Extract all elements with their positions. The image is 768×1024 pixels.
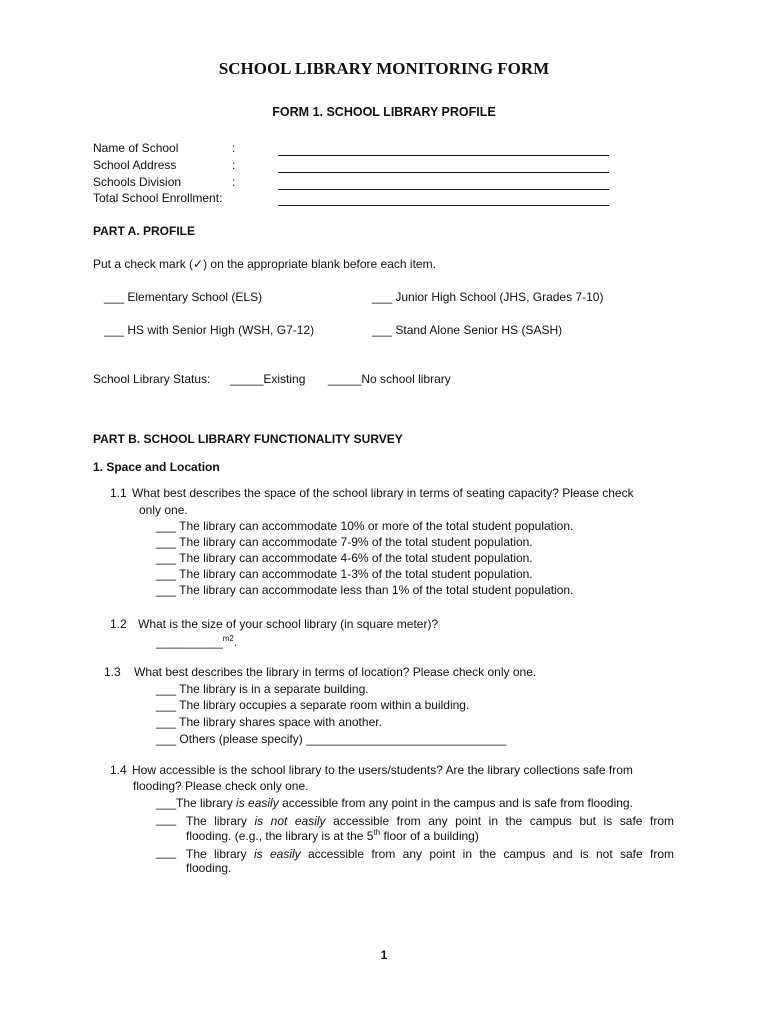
field-colon: : [232,158,236,172]
q1-1-option[interactable]: ___ The library can accommodate less than 1% of the total student population. [156,583,574,597]
unit-label: m2 [222,634,234,643]
question-1-3-number: 1.3 [104,665,121,679]
status-option-no-library[interactable]: _____No school library [328,372,451,386]
question-1-4-text: How accessible is the school library to the users/students? Are the library collections safe from [132,763,633,777]
question-1-1-text: What best describes the space of the school library in terms of seating capacity? Please check [132,486,634,500]
option-junior-high-school[interactable]: ___ Junior High School (JHS, Grades 7-10) [372,290,604,304]
section-space-location: 1. Space and Location [93,460,220,474]
question-1-4-text-cont: flooding? Please check only one. [133,779,309,793]
q1-3-option-others[interactable]: ___ Others (please specify) ______________________________ [156,732,507,746]
q1-4-option-easily-not-safe: The library is easily accessible from any point in the campus and is not safe from [186,847,674,861]
part-a-heading: PART A. PROFILE [93,224,195,238]
check-mark-icon: ✓ [193,257,204,271]
schools-division-field[interactable] [278,189,609,190]
q1-1-option[interactable]: ___ The library can accommodate 4-6% of the total student population. [156,551,533,565]
q1-1-option[interactable]: ___ The library can accommodate 10% or more of the total student population. [156,519,574,533]
field-label-total-enrollment: Total School Enrollment: [93,191,223,205]
q1-3-option[interactable]: ___ The library shares space with another. [156,715,382,729]
school-address-field[interactable] [278,172,609,173]
q1-4-option-easily-not-safe-blank[interactable]: ___ [156,845,177,859]
q1-4-option-easily-safe[interactable]: ___The library is easily accessible from any point in the campus and is safe from flooding. [156,796,633,810]
total-enrollment-field[interactable] [278,205,609,206]
part-a-instruction: Put a check mark (✓) on the appropriate blank before each item. [93,257,436,271]
status-option-existing[interactable]: _____Existing [230,372,306,386]
field-colon: : [232,175,236,189]
option-stand-alone-senior-hs[interactable]: ___ Stand Alone Senior HS (SASH) [372,323,563,337]
part-b-heading: PART B. SCHOOL LIBRARY FUNCTIONALITY SURVEY [93,432,403,446]
form-subtitle: FORM 1. SCHOOL LIBRARY PROFILE [272,105,496,119]
q1-1-option[interactable]: ___ The library can accommodate 1-3% of the total student population. [156,567,533,581]
form-title: SCHOOL LIBRARY MONITORING FORM [218,59,550,78]
q1-4-option-not-easily-safe-cont: flooding. (e.g., the library is at the 5th floor of a building) [186,828,479,843]
question-1-2-text: What is the size of your school library (in square meter)? [138,617,439,631]
question-1-1-text-cont: only one. [139,503,188,517]
q1-3-option[interactable]: ___ The library is in a separate building. [156,682,369,696]
question-1-3-text: What best describes the library in terms of location? Please check only one. [134,665,537,679]
field-label-school-name: Name of School [93,141,179,155]
option-elementary-school[interactable]: ___ Elementary School (ELS) [104,290,263,304]
field-label-schools-division: Schools Division [93,175,182,189]
field-colon: : [232,141,236,155]
q1-4-option-not-easily-blank[interactable]: ___ [156,812,177,826]
school-name-field[interactable] [278,155,609,156]
q1-4-option-not-easily-safe: The library is not easily accessible from any point in the campus but is safe from [186,814,674,828]
library-size-field[interactable]: __________$^{m2}$. [156,634,238,649]
page-number: 1 [380,948,388,962]
q1-1-option[interactable]: ___ The library can accommodate 7-9% of the total student population. [156,535,533,549]
q1-3-option[interactable]: ___ The library occupies a separate room within a building. [156,698,470,712]
question-1-4-number: 1.4 [110,763,127,777]
question-1-2-number: 1.2 [110,617,127,631]
library-status-label: School Library Status: [93,372,211,386]
question-1-1-number: 1.1 [110,486,127,500]
q1-4-option-easily-not-safe-cont: flooding. [186,861,232,875]
option-hs-with-senior-high[interactable]: ___ HS with Senior High (WSH, G7-12) [104,323,315,337]
field-label-school-address: School Address [93,158,177,172]
